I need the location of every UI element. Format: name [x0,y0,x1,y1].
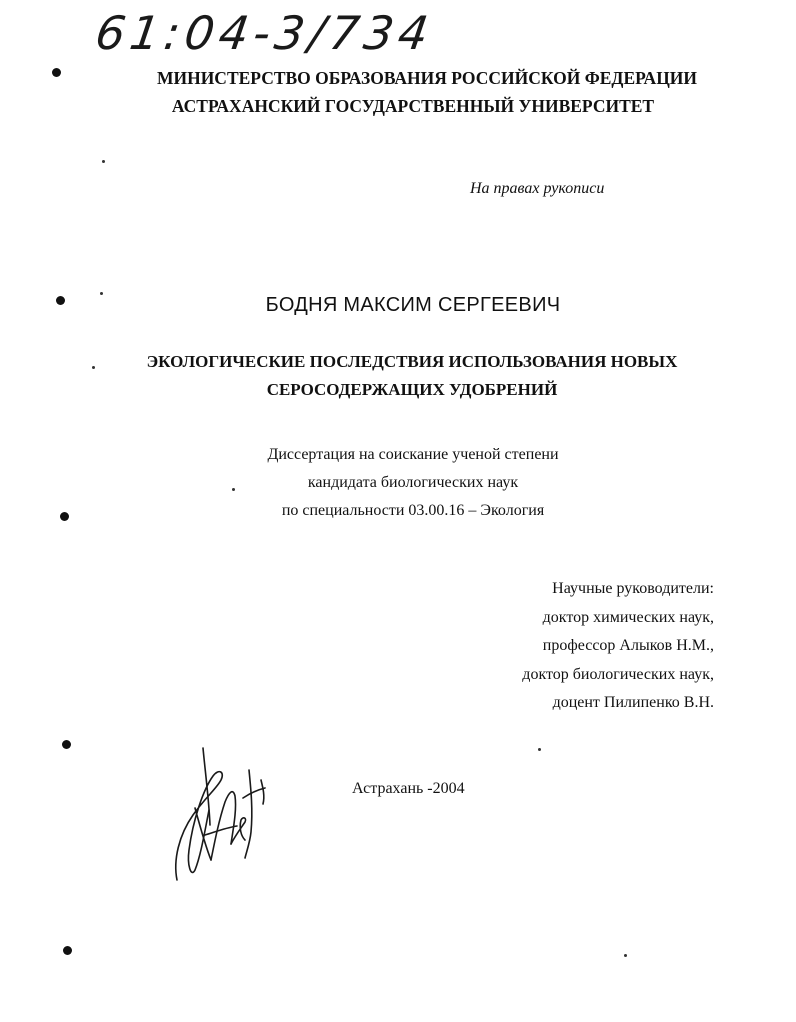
institution-header [0,64,796,120]
title-line-2: СЕРОСОДЕРЖАЩИХ УДОБРЕНИЙ [266,380,558,399]
degree-line-2: кандидата биологических наук [307,474,519,491]
title-line-1: ЭКОЛОГИЧЕСКИЕ ПОСЛЕДСТВИЯ ИСПОЛЬЗОВАНИЯ НОВЫХ [146,352,678,371]
scan-speck [624,954,627,957]
rights-note: На правах рукописи [470,180,605,197]
advisor-2-name: доцент Пилипенко В.Н. [552,694,714,711]
ministry-name: МИНИСТЕРСТВО ОБРАЗОВАНИЯ РОССИЙСКОЙ ФЕДЕРАЦИИ [156,68,698,88]
advisors-block [522,575,714,718]
place-year: Астрахань -2004 [352,780,465,797]
binding-hole [62,740,71,749]
advisor-2-degree: доктор биологических наук, [522,665,714,683]
scan-speck [538,748,541,751]
scan-speck [102,160,105,163]
degree-line-3: по специальности 03.00.16 – Экология [281,502,545,519]
scan-speck [232,488,235,491]
advisor-1-degree: доктор химических наук, [542,608,714,626]
degree-line-1: Диссертация на соискание ученой степени [267,446,559,463]
advisor-1-name: профессор Алыков Н.М., [542,637,714,654]
binding-hole [60,512,69,521]
degree-info [0,441,796,525]
author-name: БОДНЯ МАКСИМ СЕРГЕЕВИЧ [265,294,561,316]
archive-code-handwritten: 61:04-3/734 [92,6,437,60]
scan-speck [92,366,95,369]
scan-speck [100,292,103,295]
binding-hole [52,68,61,77]
binding-hole [56,296,65,305]
signature-icon [165,740,275,890]
binding-hole [63,946,72,955]
dissertation-title [0,348,796,404]
university-name: АСТРАХАНСКИЙ ГОСУДАРСТВЕННЫЙ УНИВЕРСИТЕТ [171,96,655,116]
advisors-heading: Научные руководители: [552,580,714,597]
